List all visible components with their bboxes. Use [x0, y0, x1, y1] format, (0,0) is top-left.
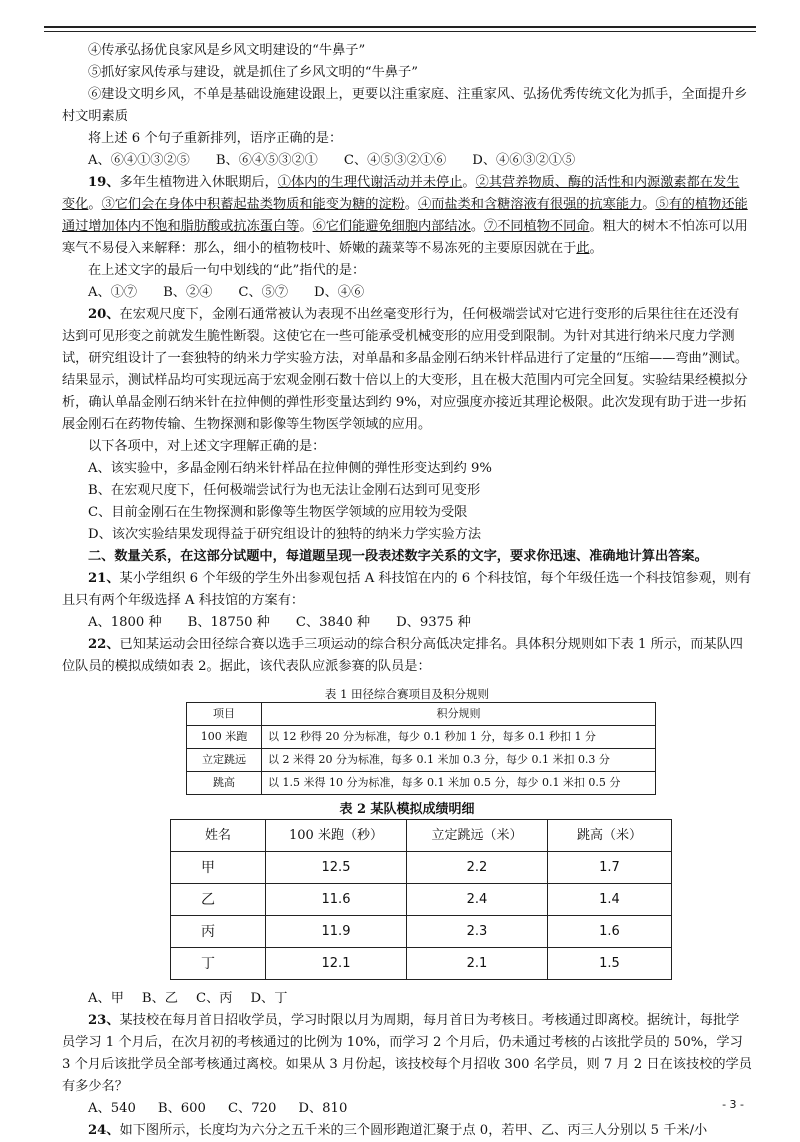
q23-option-b: B、600 — [157, 1101, 206, 1116]
q19-seg: 。粗大的树木不怕冻可以用寒气不易侵入来解释：那么，细小的植物枝叶、娇嫩的蔬菜等不易冻死的主要原因就在于 — [62, 219, 748, 256]
table-row — [171, 884, 672, 916]
q24-number: 24、 — [88, 1123, 120, 1138]
q23-text — [62, 1010, 752, 1098]
q18-options — [62, 150, 752, 172]
q18-option-c: C、④⑤③②①⑥ — [343, 153, 447, 168]
table2-cell: 1.5 — [548, 948, 672, 980]
q20-body: 在宏观尺度下，金刚石通常被认为表现不出丝毫变形行为，任何极端尝试对它进行变形的后果往往在还没有达到可见形变之前就发生脆性断裂。这使它在一些可能承受机械变形的应用受到限制。为针对其进行纳米尺度力学测试，研究组设计了一套独特的纳米力学实验方法，对单晶和多晶金刚石纳米针样品进行了定量的“压缩——弯曲”测试。结果显示，测试样品均可实现远高于宏观金刚石数十倍以上的大变形，且在极大范围内可完全回复。实验结果经模拟分析，确认单晶金刚石纳米针在拉伸侧的弹性形变量达到约 9%，对应强度亦接近其理论极限。此次发现有助于进一步拓展金刚石在药物传输、生物探测和影像等生物医学领域的应用。 — [62, 307, 749, 432]
q19-underlined-2: ②其营养物质、酶的活性和内源激素都在发生变化 — [62, 175, 740, 212]
table2-header: 姓名 — [171, 820, 266, 852]
q19-option-a: A、①⑦ — [88, 285, 138, 300]
q20-text — [62, 304, 752, 436]
q19-seg: 。 — [299, 219, 313, 234]
table1-cell: 以 12 秒得 20 分为标准，每少 0.1 秒加 1 分，每多 0.1 秒扣 1 分 — [262, 726, 656, 749]
q20-prompt: 以下各项中，对上述文字理解正确的是： — [88, 439, 326, 454]
table-row — [187, 772, 656, 795]
table2-cell: 1.4 — [548, 884, 672, 916]
q21-option-c: C、3840 种 — [295, 615, 371, 630]
q18-option-d: D、④⑥③②①⑤ — [472, 153, 576, 168]
table2-cell: 2.4 — [407, 884, 548, 916]
q19-underlined-3: ③它们会在身体中积蓄起盐类物质和能变为糖的淀粉 — [101, 197, 405, 212]
q21-options — [62, 612, 752, 634]
table-row — [187, 726, 656, 749]
header-rule-thick — [44, 26, 756, 28]
table1-header: 项目 — [187, 703, 262, 726]
q19-underlined-4: ④而盐类和含糖溶液有很强的抗寒能力 — [418, 197, 643, 212]
table2-header: 100 米跑（秒） — [266, 820, 407, 852]
table2-header: 立定跳远（米） — [407, 820, 548, 852]
q21-option-d: D、9375 种 — [396, 615, 471, 630]
q19-underlined-7: ⑦不同植物不同命 — [484, 219, 590, 234]
section-2-heading: 二、数量关系，在这部分试题中，每道题呈现一段表述数字关系的文字，要求你迅速、准确地计算出答案。 — [88, 549, 708, 564]
table1-header-row — [187, 703, 656, 726]
table1-cell: 100 米跑 — [187, 726, 262, 749]
table2-header-row — [171, 820, 672, 852]
q19-number: 19、 — [88, 175, 120, 190]
table1-cell: 以 2 米得 20 分为标准，每多 0.1 米加 0.3 分，每少 0.1 米扣 0.3 分 — [262, 749, 656, 772]
q19-underlined-5: ⑤有的植物还能通过增加体内不饱和脂肪酸或抗冻蛋白等 — [62, 197, 748, 234]
table-row — [187, 749, 656, 772]
q23-option-c: C、720 — [227, 1101, 277, 1116]
q22-options — [62, 988, 752, 1010]
table2 — [170, 819, 672, 980]
table1-caption: 表 1 田径综合赛项目及积分规则 — [324, 687, 490, 701]
q19-seg: 。 — [589, 241, 603, 256]
q19-seg: 多年生植物进入休眠期后， — [119, 175, 278, 190]
sentence-6: ⑥建设文明乡风，不单是基础设施建设跟上，更要以注重家庭、注重家风、弘扬优秀传统文化为抓手，全面提升乡村文明素质 — [62, 87, 748, 124]
table1 — [186, 702, 656, 795]
table2-cell: 2.3 — [407, 916, 548, 948]
q19-underlined-1: ①体内的生理代谢活动并未停止 — [277, 175, 463, 190]
table2-caption: 表 2 某队模拟成绩明细 — [339, 802, 475, 817]
q19-seg: 。 — [470, 219, 484, 234]
q19-options — [62, 282, 752, 304]
q22-number: 22、 — [88, 637, 120, 652]
q19-prompt: 在上述文字的最后一句中划线的“此”指代的是： — [88, 263, 366, 278]
q20-option-c: C、目前金刚石在生物探测和影像等生物医学领域的应用较为受限 — [88, 505, 468, 520]
q23-options — [62, 1098, 752, 1120]
q22-option-c: C、丙 — [195, 991, 233, 1006]
table2-cell: 12.1 — [266, 948, 407, 980]
table2-cell: 甲 — [171, 852, 266, 884]
q20-option-a: A、该实验中，多晶金刚石纳米针样品在拉伸侧的弹性形变达到约 9% — [88, 461, 492, 476]
table2-cell: 2.1 — [407, 948, 548, 980]
table-row — [171, 916, 672, 948]
table1-cell: 以 1.5 米得 10 分为标准，每多 0.1 米加 0.5 分，每少 0.1 米扣 0.5 分 — [262, 772, 656, 795]
table2-header: 跳高（米） — [548, 820, 672, 852]
q22-option-b: B、乙 — [141, 991, 178, 1006]
q19-seg: 。 — [88, 197, 102, 212]
q23-option-a: A、540 — [88, 1101, 136, 1116]
q19-underlined-8: 此 — [576, 241, 590, 256]
table2-cell: 12.5 — [266, 852, 407, 884]
table-row — [171, 852, 672, 884]
q18-option-a: A、⑥④①③②⑤ — [88, 153, 190, 168]
table1-header: 积分规则 — [262, 703, 656, 726]
q18-option-b: B、⑥④⑤③②① — [215, 153, 318, 168]
table-row — [171, 948, 672, 980]
q23-body: 某技校在每月首日招收学员，学习时限以月为周期，每月首日为考核日。考核通过即离校。据统计，每批学员学习 1 个月后，在次月初的考核通过的比例为 10%，而学习 2 个月后，仍未通过考核的占该批学员的 50%，学习 3 个月后该批学员全部考核通过离校。如果从 3 月份起，该技校每个月招收 300 名学员，则 7 月 2 日在该技校的学员有多少名？ — [62, 1013, 752, 1094]
page-content — [62, 40, 752, 1142]
q22-option-a: A、甲 — [88, 991, 124, 1006]
q21-option-a: A、1800 种 — [88, 615, 162, 630]
sentence-5: ⑤抓好家风传承与建设，就是抓住了乡风文明的“牛鼻子” — [88, 65, 418, 80]
q21-text — [62, 568, 752, 612]
q20-option-b: B、在宏观尺度下，任何极端尝试行为也无法让金刚石达到可见变形 — [88, 483, 481, 498]
table2-cell: 丙 — [171, 916, 266, 948]
table2-cell: 乙 — [171, 884, 266, 916]
table2-cell: 11.9 — [266, 916, 407, 948]
q22-body: 已知某运动会田径综合赛以选手三项运动的综合积分高低决定排名。具体积分规则如下表 1 所示，而某队四位队员的模拟成绩如表 2。据此，该代表队应派参赛的队员是： — [62, 637, 743, 674]
q19-seg: 。 — [404, 197, 419, 212]
q22-option-d: D、丁 — [250, 991, 288, 1006]
q21-number: 21、 — [88, 571, 120, 586]
table2-cell: 丁 — [171, 948, 266, 980]
q18-prompt: 将上述 6 个句子重新排列，语序正确的是： — [88, 131, 343, 146]
q23-option-d: D、810 — [298, 1101, 348, 1116]
q24-body: 如下图所示，长度均为六分之五千米的三个圆形跑道汇聚于点 0，若甲、乙、丙三人分别以 5 千米/小 — [119, 1123, 708, 1138]
table2-cell: 11.6 — [266, 884, 407, 916]
table1-cell: 跳高 — [187, 772, 262, 795]
q19-option-d: D、④⑥ — [314, 285, 365, 300]
page-number: - 3 - — [722, 1098, 744, 1111]
table2-cell: 2.2 — [407, 852, 548, 884]
q19-seg: 。 — [462, 175, 476, 190]
q19-option-c: C、⑤⑦ — [238, 285, 289, 300]
q22-text — [62, 634, 752, 678]
q21-body: 某小学组织 6 个年级的学生外出参观包括 A 科技馆在内的 6 个科技馆，每个年级任选一个科技馆参观，则有且只有两个年级选择 A 科技馆的方案有： — [62, 571, 752, 608]
table2-cell: 1.6 — [548, 916, 672, 948]
sentence-4: ④传承弘扬优良家风是乡风文明建设的“牛鼻子” — [88, 43, 366, 58]
q23-number: 23、 — [88, 1013, 120, 1028]
q21-option-b: B、18750 种 — [187, 615, 270, 630]
q24-text — [62, 1120, 752, 1142]
table2-cell: 1.7 — [548, 852, 672, 884]
table1-cell: 立定跳远 — [187, 749, 262, 772]
q19-option-b: B、②④ — [163, 285, 213, 300]
q20-number: 20、 — [88, 307, 120, 322]
q20-option-d: D、该次实验结果发现得益于研究组设计的独特的纳米力学实验方法 — [88, 527, 482, 542]
q19-seg: 。 — [642, 197, 656, 212]
q19-underlined-6: ⑥它们能避免细胞内部结冰 — [312, 219, 471, 234]
q19-text — [62, 172, 752, 260]
header-rule-thin — [44, 31, 756, 32]
